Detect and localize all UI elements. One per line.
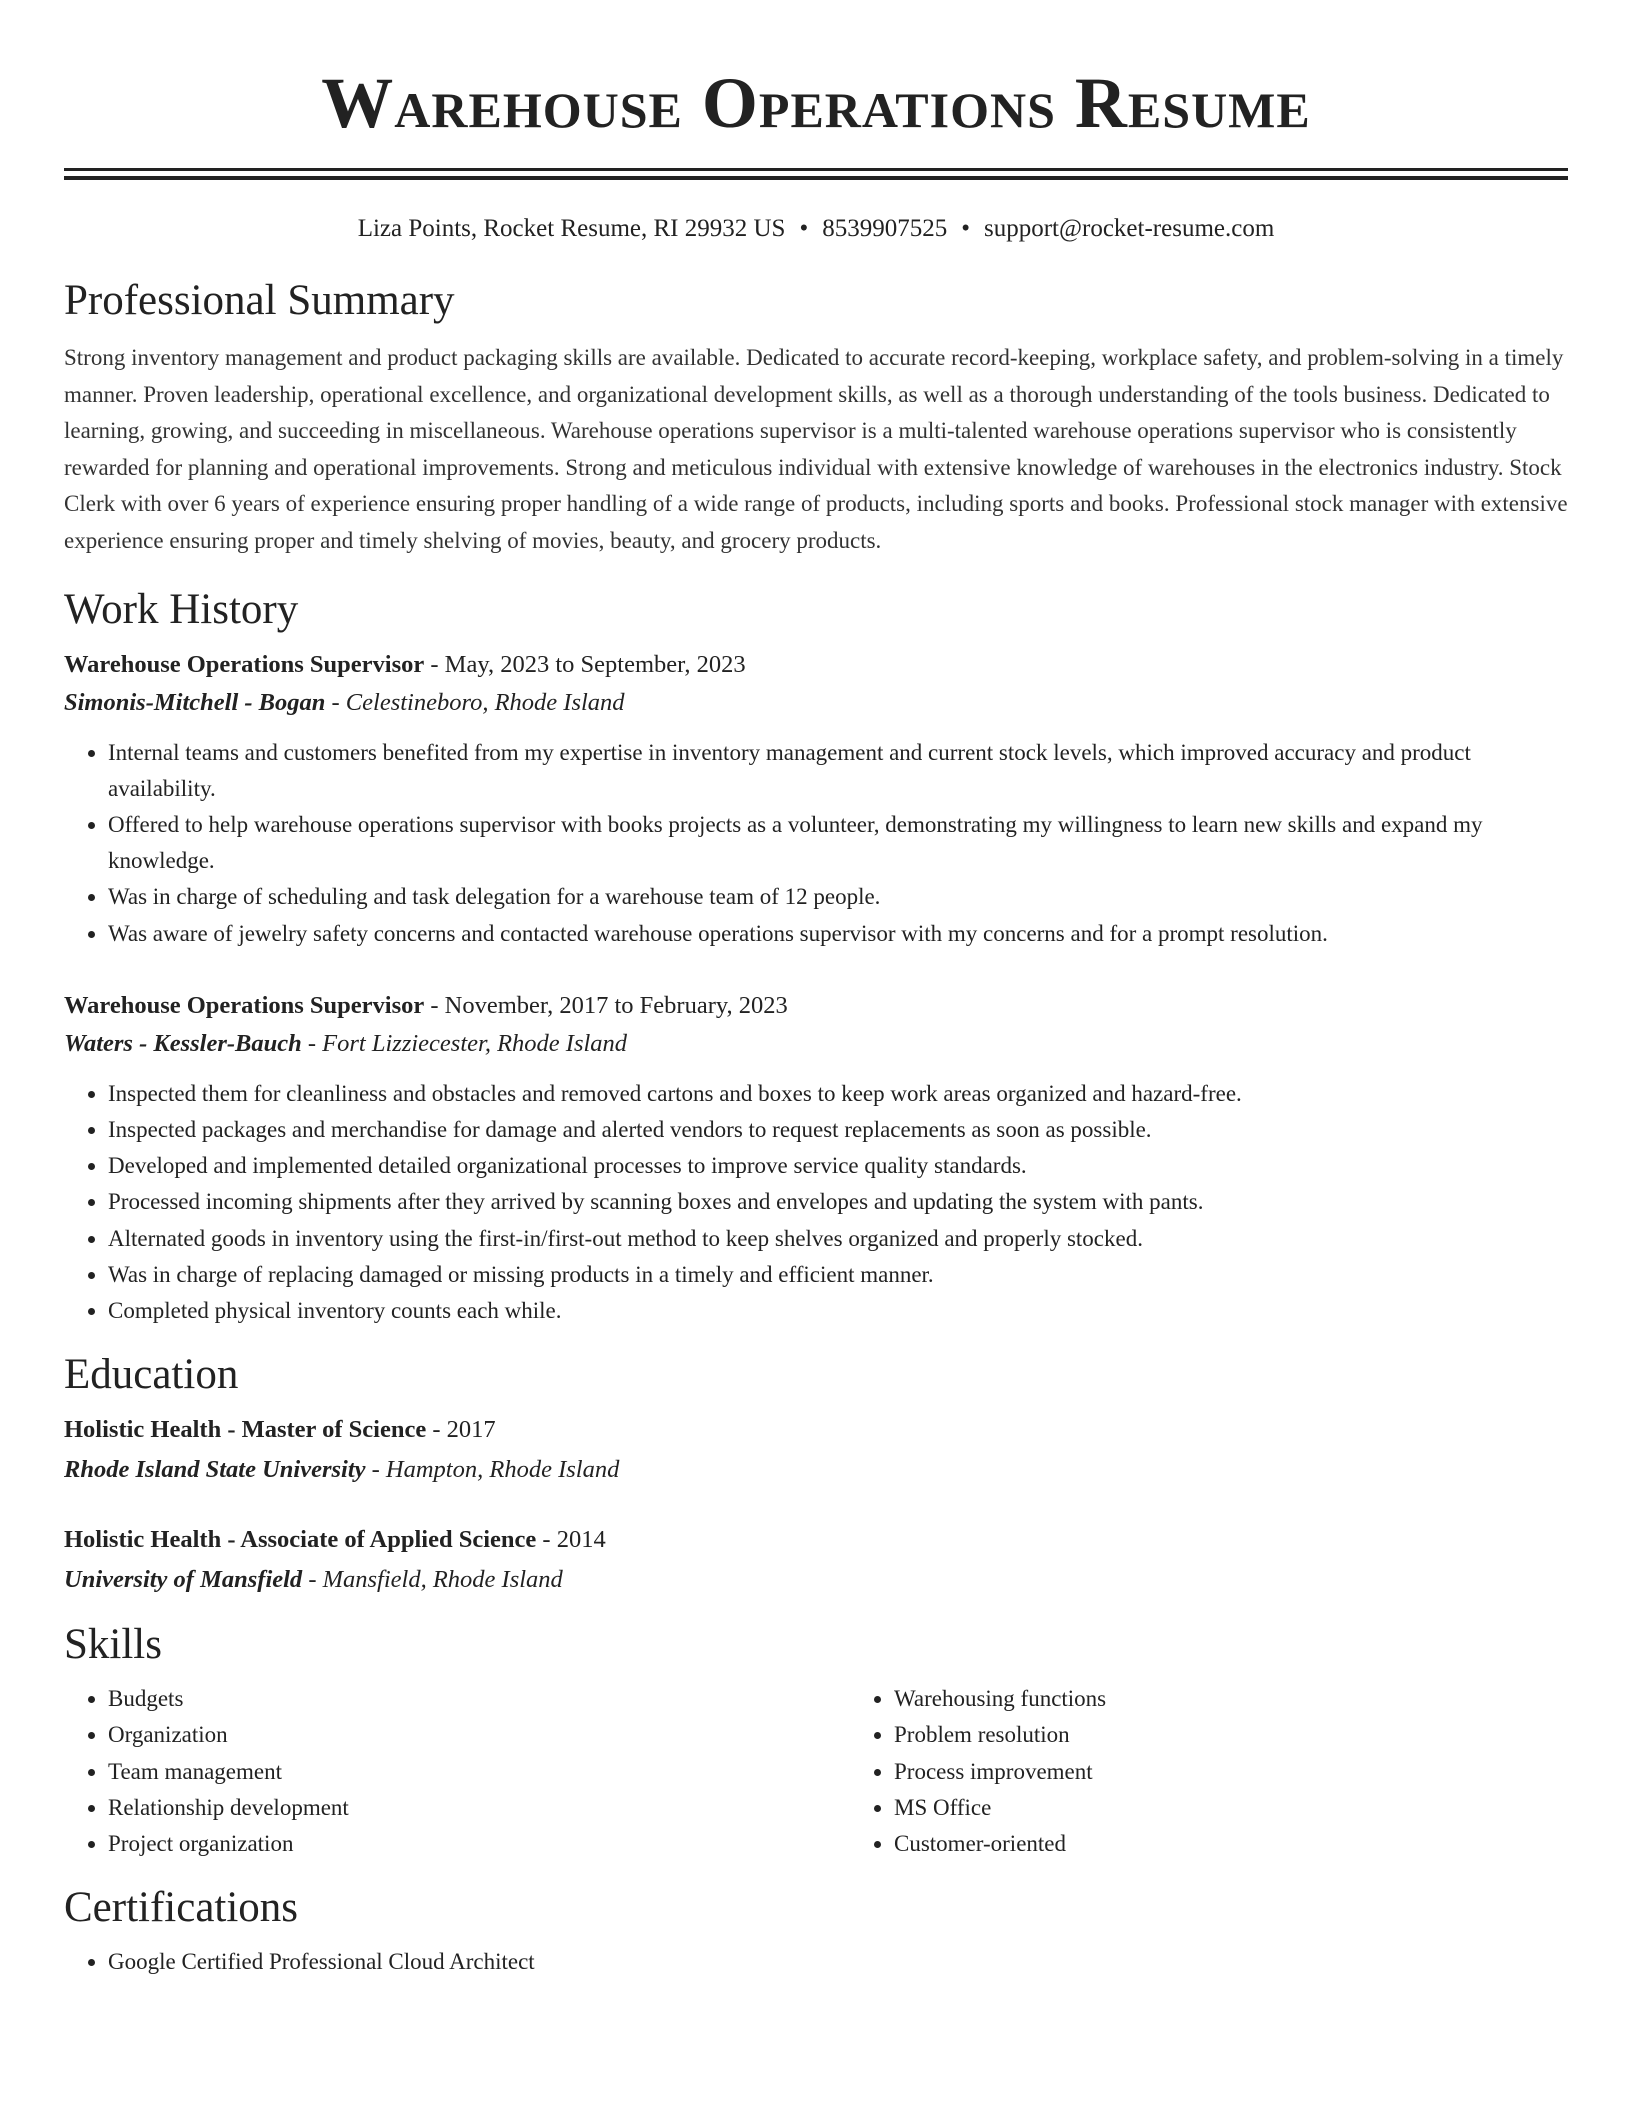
list-item: • Inspected packages and merchandise for damage and alerted vendors to request replacements as soon as possible.	[108, 1112, 1568, 1148]
summary-heading: Professional Summary	[64, 277, 455, 324]
degree: Holistic Health - Master of Science	[64, 1416, 427, 1444]
job-location: - Celestineboro, Rhode Island	[325, 688, 625, 716]
job-bullets	[64, 735, 1568, 952]
school-location: - Mansfield, Rhode Island	[302, 1566, 563, 1594]
title-double-rule	[64, 168, 1568, 180]
degree-year: - 2014	[536, 1526, 606, 1554]
job-dates: - November, 2017 to February, 2023	[424, 991, 788, 1019]
school-line	[64, 1561, 1568, 1599]
job-bullets	[64, 1076, 1568, 1329]
contact-address: Liza Points, Rocket Resume, RI 29932 US	[357, 215, 786, 242]
school-line	[64, 1451, 1568, 1489]
work-history-heading: Work History	[64, 585, 299, 633]
certifications-heading: Certifications	[64, 1884, 299, 1932]
list-item: • MS Office	[894, 1790, 1568, 1826]
education-heading: Education	[64, 1351, 239, 1399]
job-company-line	[64, 1025, 1568, 1063]
list-item: • Customer-oriented	[894, 1826, 1568, 1862]
summary-text: Strong inventory management and product packaging skills are available. Dedicated to accurate record-keeping, workplace safety, and problem-solving in a timely manner. Proven leadership, operational excellence, and organizational development skills, as well as a thorough understanding of the tools business. Dedicated to learning, growing, and succeeding in miscellaneous. Warehouse operations supervisor is a multi-talented warehouse operations supervisor who is consistently rewarded for planning and operational improvements. Strong and meticulous individual with extensive knowledge of warehouses in the electronics industry. Stock Clerk with over 6 years of experience ensuring proper handling of a wide range of products, including sports and books. Professional stock manager with extensive experience ensuring proper and timely shelving of movies, beauty, and grocery products.	[64, 345, 1568, 553]
education-entry	[64, 1521, 1568, 1599]
list-item: • Processed incoming shipments after they arrived by scanning boxes and envelopes and updating the system with pants.	[108, 1184, 1568, 1220]
job-company: Waters - Kessler-Bauch	[64, 1029, 302, 1057]
job-title: Warehouse Operations Supervisor	[64, 991, 425, 1019]
contact-phone: 8539907525	[822, 215, 948, 242]
resume-title: Warehouse Operations Resume	[321, 63, 1311, 143]
list-item: • Internal teams and customers benefited from my expertise in inventory management and current stock levels, which improved accuracy and product availability.	[108, 735, 1568, 807]
job-entry	[64, 987, 1568, 1329]
job-title-line	[64, 646, 1568, 684]
certifications-list	[64, 1944, 1568, 1980]
skills-heading: Skills	[64, 1621, 162, 1669]
school: University of Mansfield	[64, 1566, 303, 1594]
list-item: • Alternated goods in inventory using the first-in/first-out method to keep shelves organized and properly stocked.	[108, 1221, 1568, 1257]
contact-line	[64, 212, 1568, 246]
job-title-line	[64, 987, 1568, 1025]
job-entry	[64, 646, 1568, 952]
list-item: • Was in charge of scheduling and task delegation for a warehouse team of 12 people.	[108, 879, 1568, 915]
degree-year: - 2017	[426, 1416, 496, 1444]
degree-line	[64, 1521, 1568, 1559]
job-dates: - May, 2023 to September, 2023	[424, 650, 746, 678]
list-item: • Relationship development	[108, 1790, 850, 1826]
list-item: • Was in charge of replacing damaged or missing products in a timely and efficient manner.	[108, 1257, 1568, 1293]
skills-list-right	[850, 1681, 1568, 1862]
list-item: • Project organization	[108, 1826, 850, 1862]
school-location: - Hampton, Rhode Island	[365, 1456, 620, 1484]
degree-line	[64, 1411, 1568, 1449]
contact-email: support@rocket-resume.com	[983, 215, 1275, 242]
list-item: • Was aware of jewelry safety concerns and contacted warehouse operations supervisor with my concerns and for a prompt resolution.	[108, 916, 1568, 952]
list-item: • Inspected them for cleanliness and obstacles and removed cartons and boxes to keep work areas organized and hazard-free.	[108, 1076, 1568, 1112]
list-item: • Developed and implemented detailed organizational processes to improve service quality standards.	[108, 1148, 1568, 1184]
list-item: • Process improvement	[894, 1754, 1568, 1790]
skills-list-left	[64, 1681, 850, 1862]
list-item: • Completed physical inventory counts each while.	[108, 1293, 1568, 1329]
contact-separator: •	[961, 215, 970, 242]
job-company: Simonis-Mitchell - Bogan	[64, 688, 326, 716]
school: Rhode Island State University	[64, 1456, 366, 1484]
contact-separator: •	[799, 215, 809, 242]
list-item: • Problem resolution	[894, 1717, 1568, 1753]
job-location: - Fort Lizziecester, Rhode Island	[301, 1029, 628, 1057]
education-entry	[64, 1411, 1568, 1489]
list-item: • Offered to help warehouse operations supervisor with books projects as a volunteer, demonstrating my willingness to learn new skills and expand my knowledge.	[108, 807, 1568, 879]
list-item: • Budgets	[108, 1681, 850, 1717]
list-item: • Organization	[108, 1717, 850, 1753]
list-item: • Team management	[108, 1754, 850, 1790]
job-title: Warehouse Operations Supervisor	[64, 650, 425, 678]
job-company-line	[64, 684, 1568, 722]
degree: Holistic Health - Associate of Applied Science	[64, 1526, 537, 1554]
list-item: • Google Certified Professional Cloud Architect	[108, 1944, 1568, 1980]
list-item: • Warehousing functions	[894, 1681, 1568, 1717]
skills-columns	[64, 1681, 1568, 1862]
